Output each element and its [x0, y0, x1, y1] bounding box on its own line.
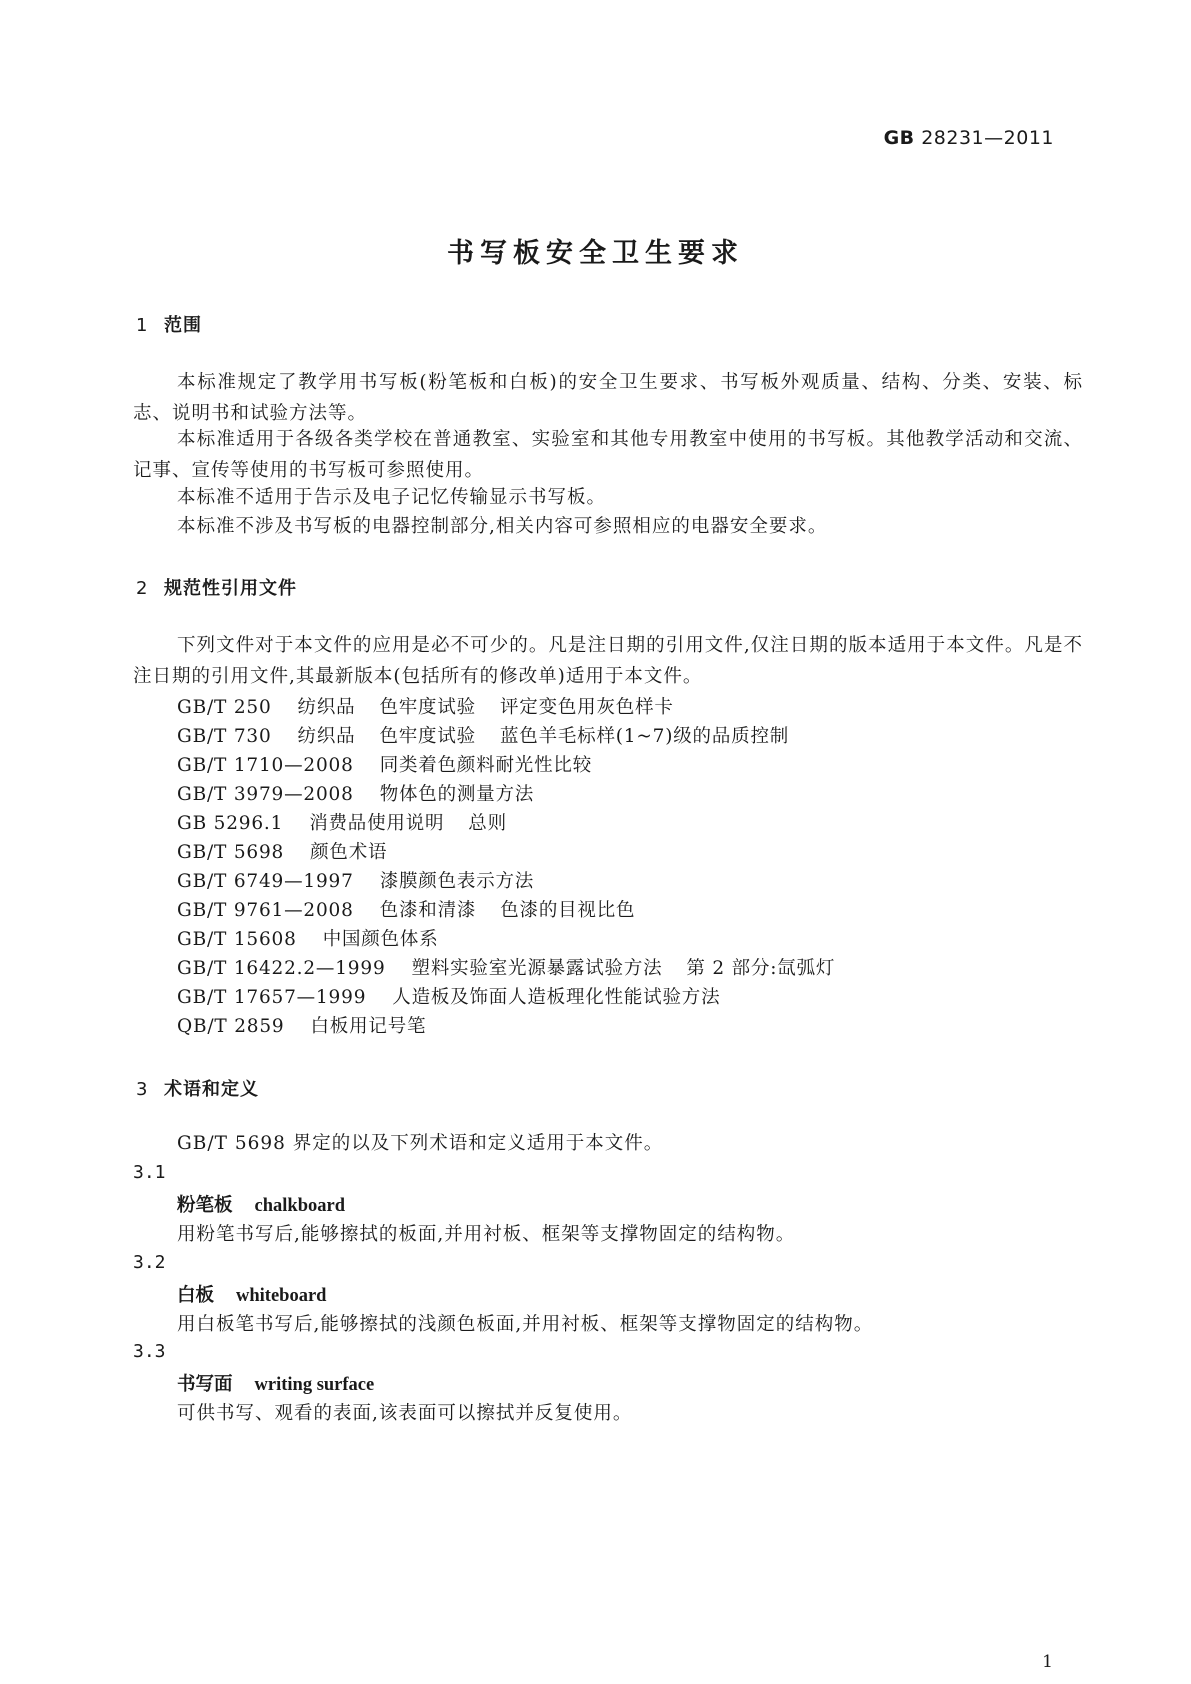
reference-item: [177, 722, 789, 748]
section-2-intro: 下列文件对于本文件的应用是必不可少的。凡是注日期的引用文件,仅注日期的版本适用于本文件。凡是不注日期的引用文件,其最新版本(包括所有的修改单)适用于本文件。: [133, 635, 1083, 687]
section-3-number: 3: [136, 1079, 149, 1100]
reference-title: 中国颜色体系: [322, 929, 439, 950]
reference-title: 纺织品: [297, 726, 356, 747]
term-number: 3.2: [133, 1252, 166, 1273]
term-definition: 可供书写、观看的表面,该表面可以擦拭并反复使用。: [177, 1403, 633, 1424]
reference-code: GB/T 9761—2008: [177, 900, 354, 921]
reference-code: GB/T 1710—2008: [177, 755, 354, 776]
reference-item: [177, 780, 558, 806]
reference-code: GB/T 6749—1997: [177, 871, 354, 892]
term-definition: 用粉笔书写后,能够擦拭的板面,并用衬板、框架等支撑物固定的结构物。: [177, 1224, 796, 1245]
reference-code: GB/T 5698: [177, 842, 285, 863]
reference-title: 消费品使用说明: [309, 813, 445, 834]
reference-item: [177, 954, 835, 980]
reference-title: 颜色术语: [310, 842, 388, 863]
reference-title: 人造板及饰面人造板理化性能试验方法: [392, 987, 721, 1008]
reference-title-part: 总则: [468, 813, 507, 834]
reference-title: 同类着色颜料耐光性比较: [379, 755, 593, 776]
reference-item: [177, 1012, 450, 1038]
reference-code: GB/T 15608: [177, 929, 297, 950]
term-english: chalkboard: [254, 1196, 345, 1216]
term-english: writing surface: [254, 1375, 375, 1395]
reference-title: 白板用记号笔: [310, 1016, 427, 1037]
reference-title: 物体色的测量方法: [379, 784, 535, 805]
reference-item: [177, 896, 635, 922]
section-3-title: 术语和定义: [164, 1079, 259, 1100]
term-heading: [177, 1191, 345, 1217]
reference-title-part: 蓝色羊毛标样(1~7)级的品质控制: [499, 726, 790, 747]
reference-title: 塑料实验室光源暴露试验方法: [411, 958, 663, 979]
reference-item: [177, 838, 411, 864]
reference-title: 色漆和清漆: [379, 900, 477, 921]
reference-title: 纺织品: [297, 697, 356, 718]
reference-code: QB/T 2859: [177, 1016, 285, 1037]
term-chinese: 粉笔板: [177, 1195, 233, 1216]
reference-code: GB/T 3979—2008: [177, 784, 354, 805]
reference-item: [177, 693, 674, 719]
section-1-number: 1: [136, 315, 149, 336]
reference-title-part: 色牢度试验: [379, 697, 476, 718]
reference-code: GB/T 730: [177, 726, 272, 747]
section-1-paragraph-4: 本标准不涉及书写板的电器控制部分,相关内容可参照相应的电器安全要求。: [177, 516, 828, 537]
term-heading: [177, 1281, 326, 1307]
term-chinese: 白板: [177, 1285, 215, 1306]
page-number: 1: [1042, 1652, 1053, 1672]
standard-number: 28231—2011: [921, 127, 1054, 149]
section-1-paragraph-1: 本标准规定了教学用书写板(粉笔板和白板)的安全卫生要求、书写板外观质量、结构、分类、安装、标志、说明书和试验方法等。: [133, 372, 1083, 424]
section-2-heading: [136, 574, 297, 600]
reference-code: GB/T 16422.2—1999: [177, 958, 386, 979]
section-1-heading: [136, 311, 202, 337]
reference-item: [177, 809, 507, 835]
reference-code: GB/T 250: [177, 697, 272, 718]
standard-prefix: GB: [883, 127, 915, 149]
standard-code: [884, 127, 1054, 149]
reference-code: GB/T 17657—1999: [177, 987, 367, 1008]
reference-title-part: 第 2 部分:氙弧灯: [686, 958, 836, 979]
term-definition: 用白板笔书写后,能够擦拭的浅颜色板面,并用衬板、框架等支撑物固定的结构物。: [177, 1314, 874, 1335]
document-title: 书写板安全卫生要求: [447, 238, 744, 269]
term-english: whiteboard: [236, 1286, 327, 1306]
reference-code: GB 5296.1: [177, 813, 284, 834]
section-2-number: 2: [136, 578, 149, 599]
term-heading: [177, 1370, 374, 1396]
reference-title-part: 色牢度试验: [379, 726, 476, 747]
section-1-title: 范围: [164, 315, 202, 336]
term-number: 3.1: [133, 1162, 166, 1183]
reference-title-part: 评定变色用灰色样卡: [499, 697, 674, 718]
term-chinese: 书写面: [177, 1374, 233, 1395]
reference-title: 漆膜颜色表示方法: [379, 871, 535, 892]
reference-title-part: 色漆的目视比色: [500, 900, 636, 921]
section-1-paragraph-3: 本标准不适用于告示及电子记忆传输显示书写板。: [177, 487, 607, 508]
reference-item: [177, 983, 744, 1009]
term-number: 3.3: [133, 1341, 166, 1362]
section-3-intro: GB/T 5698 界定的以及下列术语和定义适用于本文件。: [177, 1133, 664, 1154]
section-1-paragraph-2: 本标准适用于各级各类学校在普通教室、实验室和其他专用教室中使用的书写板。其他教学活动和交流、记事、宣传等使用的书写板可参照使用。: [133, 429, 1083, 481]
reference-item: [177, 867, 558, 893]
section-2-title: 规范性引用文件: [164, 578, 297, 599]
reference-item: [177, 751, 616, 777]
section-3-heading: [136, 1075, 259, 1101]
reference-item: [177, 925, 463, 951]
